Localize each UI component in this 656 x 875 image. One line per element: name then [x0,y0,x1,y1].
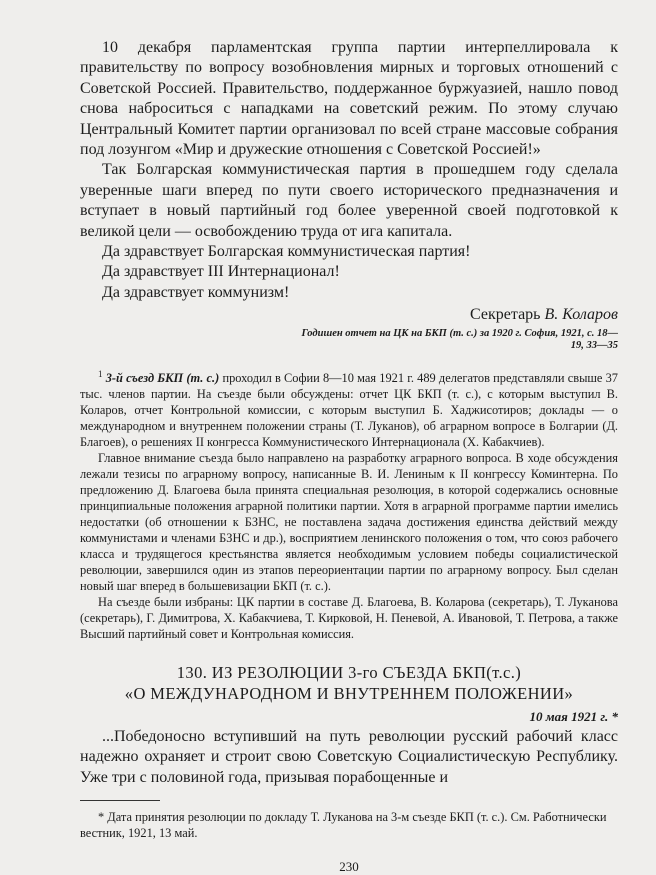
paragraph-conclusion: Так Болгарская коммунистическая партия в прошедшем году сделала уверенные шаги вперед по пути своего исторического предназначения и вступает в новый партийный год более уверенной своей подготовкой к великой цели — освобождению труда от ига капитала. [80,161,618,240]
footnote-1-para-1 [80,366,618,450]
footnote-2: * Дата принятия резолюции по докладу Т. Луканова на 3-м съезде БКП (т. с.). См. Работнически вестник, 1921, 13 май. [80,810,607,841]
signature-role: Секретарь [470,306,541,324]
source-citation: Годишен отчет на ЦК на БКП (т. с.) за 1920 г. София, 1921, с. 18—19, 33—35 [301,327,618,351]
footnote-1-para-3: На съезде были избраны: ЦК партии в составе Д. Благоева, В. Коларова (секретарь), Т. Луканова (секретарь), Г. Димитрова, Х. Кабакчиева, Т. Кирковой, Н. Пеневой, А. Ивановой, Т. Петрова, а также Высший партийный совет и Контрольная комиссия. [80,594,618,641]
slogan-communism: Да здравствует коммунизм! [102,283,290,301]
slogan-party: Да здравствует Болгарская коммунистическая партия! [102,243,471,261]
signature [80,305,618,325]
page-number: 230 [339,859,359,875]
footnote-divider [80,800,160,801]
section-heading-line-1: 130. ИЗ РЕЗОЛЮЦИИ 3-го СЪЕЗДА БКП(т.с.) [176,662,522,682]
section-date: 10 мая 1921 г. * [529,708,618,724]
footnote-1-lead: 3-й съезд БКП (т. с.) [105,370,220,385]
paragraph-parliament: 10 декабря парламентская группа партии интерпеллировала к правительству по вопросу возобновления мирных и торговых отношений с Советской Россией. Правительство, поддержанное буржуазией, нашло повод снова наброситься с нападками на советский режим. По этому случаю Центральный Комитет партии организовал по всей стране массовые собрания под лозунгом «Мир и дружеские отношения с Советской Россией!» [80,39,618,159]
footnote-1-para-2: Главное внимание съезда было направлено на разработку аграрного вопроса. В ходе обсуждения лежали тезисы по аграрному вопросу, написанные В. И. Лениным к II конгрессу Коминтерна. По предложению Д. Благоева была принята специальная резолюция, в которой содержались основные принципиальные положения аграрной политики партии. Хотя в аграрной программе партии имелись недостатки (об отношении к БЗНС, не поставлена задача достижения единства действий между коммунистами и членами БЗНС и др.), восприятием ленинского положения о том, что союз рабочего класса и трудящегося крестьянства является необходимым условием победы социалистической революции, завершился один из этапов переориентации партии по аграрному вопросу. Был сделан новый шаг вперед в большевизации БКП (т. с.). [80,450,618,593]
section-paragraph: ...Победоносно вступивший на путь революции русский рабочий класс надежно охраняет и строит свою Советскую Социалистическую Республику. Уже три с половиной года, призывая порабощенные и [80,727,618,786]
signature-name: В. Коларов [544,306,618,324]
footnote-1-mark: 1 [98,368,103,379]
footnote-1-text: проходил в Софии 8—10 мая 1921 г. 489 делегатов представляли свыше 37 тыс. членов партии. На съезде были обсуждены: отчет ЦК БКП (т. с.), с которым выступил В. Коларов, отчет Контрольной комиссии, с которым выступил Б. Хаджисотиров; доклады — о международном и внутреннем положении страны (Т. Луканов), об аграрном вопросе в Болгарии (Д. Благоев), о решениях II конгресса Коммунистического Интернационала (Х. Кабакчиев). [80,370,618,449]
section-heading-line-2: «О МЕЖДУНАРОДНОМ И ВНУТРЕННЕМ ПОЛОЖЕНИИ» [124,683,574,703]
slogan-international: Да здравствует III Интернационал! [102,263,340,281]
